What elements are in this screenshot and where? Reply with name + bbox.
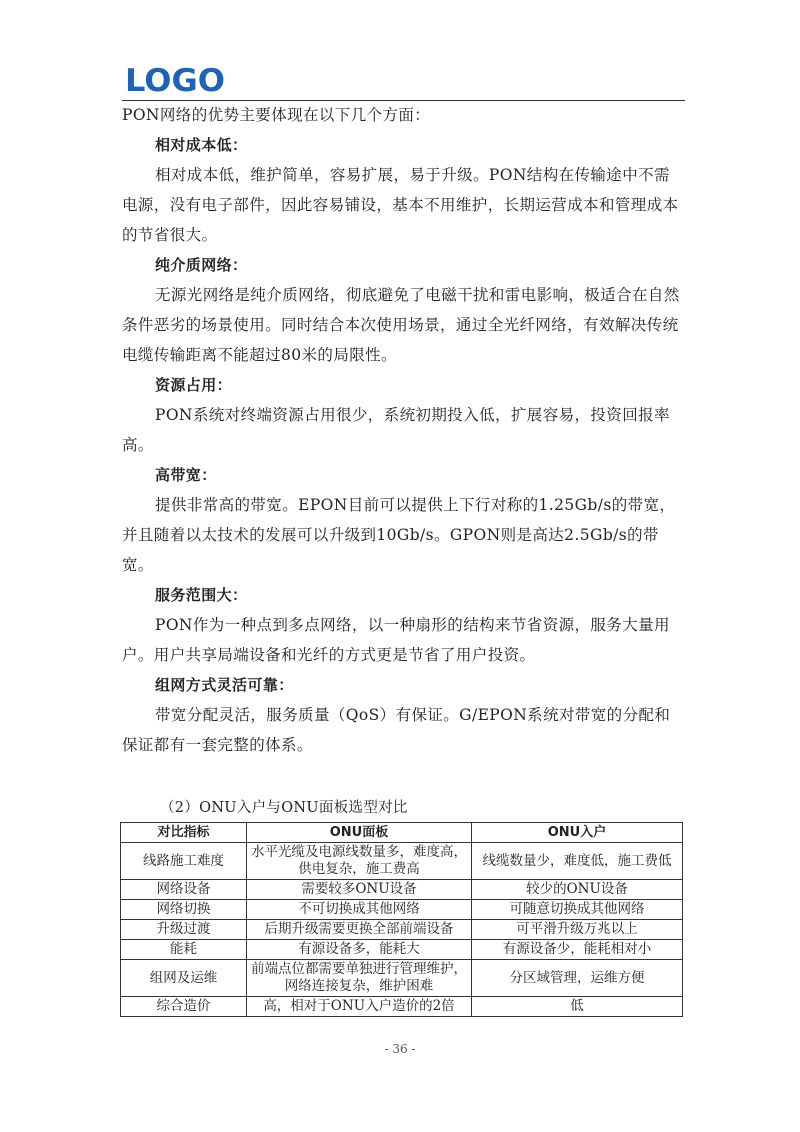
column-header: ONU面板 [247, 823, 472, 843]
section-heading-pure-medium: 纯介质网络： [155, 256, 248, 274]
table-cell: 网络设备 [121, 880, 247, 900]
table-cell: 线缆数量少，难度低，施工费低 [472, 843, 683, 880]
section-body-low-cost: 相对成本低，维护简单，容易扩展，易于升级。PON结构在传输途中不需电源，没有电子部件，因此容易铺设，基本不用维护，长期运营成本和管理成本的节省很大。 [122, 166, 679, 244]
section-body-service-range: PON作为一种点到多点网络，以一种扇形的结构来节省资源，服务大量用户。用户共享局端设备和光纤的方式更是节省了用户投资。 [122, 616, 670, 664]
table-cell: 有源设备多，能耗大 [247, 940, 472, 960]
table-cell: 可平滑升级万兆以上 [472, 920, 683, 940]
table-cell: 组网及运维 [121, 960, 247, 997]
table-cell: 线路施工难度 [121, 843, 247, 880]
table-cell: 升级过渡 [121, 920, 247, 940]
section-body-resource: PON系统对终端资源占用很少，系统初期投入低，扩展容易，投资回报率高。 [122, 406, 670, 454]
page-number: - 36 - [384, 1042, 416, 1056]
section-heading-low-cost: 相对成本低： [155, 136, 248, 154]
table-row [121, 920, 683, 940]
table-cell: 综合造价 [121, 997, 247, 1017]
column-header: 对比指标 [121, 823, 247, 843]
intro-paragraph: PON网络的优势主要体现在以下几个方面： [122, 106, 431, 124]
table-row [121, 960, 683, 997]
section-heading-networking: 组网方式灵活可靠： [155, 676, 294, 694]
table-cell: 不可切换成其他网络 [247, 900, 472, 920]
section-body-networking: 带宽分配灵活，服务质量（QoS）有保证。G/EPON系统对带宽的分配和保证都有一套完整的体系。 [122, 706, 671, 754]
table-cell: 需要较多ONU设备 [247, 880, 472, 900]
table-cell: 分区域管理，运维方便 [472, 960, 683, 997]
table-row [121, 900, 683, 920]
table-cell: 可随意切换成其他网络 [472, 900, 683, 920]
table-cell: 网络切换 [121, 900, 247, 920]
table-cell: 低 [472, 997, 683, 1017]
document-body [122, 100, 685, 760]
table-cell: 后期升级需要更换全部前端设备 [247, 920, 472, 940]
table-row [121, 880, 683, 900]
table-cell: 高，相对于ONU入户造价的2倍 [247, 997, 472, 1017]
table-caption: （2）ONU入户与ONU面板选型对比 [160, 800, 408, 816]
column-header: ONU入户 [472, 823, 683, 843]
table-cell: 较少的ONU设备 [472, 880, 683, 900]
table-cell: 能耗 [121, 940, 247, 960]
table-cell: 前端点位都需要单独进行管理维护，网络连接复杂，维护困难 [247, 960, 472, 997]
section-heading-resource: 资源占用： [155, 376, 233, 394]
logo [125, 64, 225, 94]
section-body-pure-medium: 无源光网络是纯介质网络，彻底避免了电磁干扰和雷电影响，极适合在自然条件恶劣的场景使用。同时结合本次使用场景，通过全光纤网络，有效解决传统电缆传输距离不能超过80米的局限性。 [122, 286, 680, 364]
section-body-bandwidth: 提供非常高的带宽。EPON目前可以提供上下行对称的1.25Gb/s的带宽，并且随着以太技术的发展可以升级到10Gb/s。GPON则是高达2.5Gb/s的带宽。 [122, 496, 676, 574]
logo-text: LOGO [125, 64, 225, 94]
table-row [121, 843, 683, 880]
table-cell: 水平光缆及电源线数量多，难度高，供电复杂，施工费高 [247, 843, 472, 880]
table-header-row [121, 823, 683, 843]
table-cell: 有源设备少，能耗相对小 [472, 940, 683, 960]
section-heading-service-range: 服务范围大： [155, 586, 248, 604]
comparison-table [120, 822, 683, 1017]
section-heading-bandwidth: 高带宽： [155, 466, 217, 484]
table-row [121, 940, 683, 960]
table-row [121, 997, 683, 1017]
